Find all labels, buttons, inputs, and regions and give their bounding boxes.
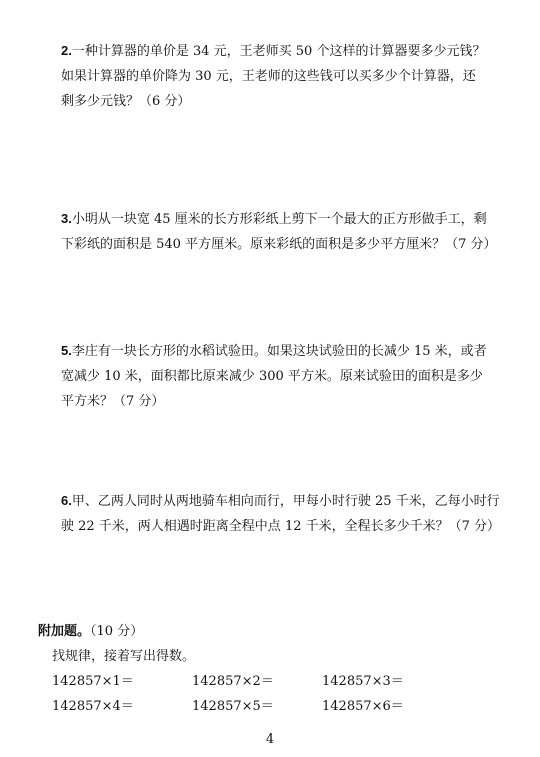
equation: 142857×4＝ bbox=[52, 699, 134, 714]
equation: 142857×1＝ bbox=[52, 674, 134, 689]
problem-text: 宽减少 10 米，面积都比原来减少 300 平方米。原来试验田的面积是多少 bbox=[61, 369, 483, 384]
equation: 142857×5＝ bbox=[192, 699, 274, 714]
problem-3 bbox=[61, 206, 497, 257]
problem-text: 如果计算器的单价降为 30 元，王老师的这些钱可以买多少个计算器，还 bbox=[61, 69, 476, 84]
problem-number: 3. bbox=[61, 211, 72, 226]
problem-line bbox=[61, 488, 500, 514]
equation: 142857×3＝ bbox=[322, 674, 404, 689]
problem-text: 平方米？（7 分） bbox=[61, 394, 165, 409]
bonus-title-label: 附加题。 bbox=[38, 624, 91, 639]
problem-number: 5. bbox=[61, 343, 72, 358]
problem-5 bbox=[61, 338, 497, 414]
equation-row bbox=[38, 669, 508, 694]
problem-text: 驶 22 千米，两人相遇时距离全程中点 12 千米，全程长多少千米？（7 分） bbox=[61, 519, 501, 534]
problem-line bbox=[61, 206, 497, 232]
problem-line bbox=[61, 38, 497, 64]
bonus-instruction: 找规律，接着写出得数。 bbox=[52, 649, 196, 664]
problem-number: 2. bbox=[61, 43, 72, 58]
problem-text: 一种计算器的单价是 34 元，王老师买 50 个这样的计算器要多少元钱？ bbox=[71, 44, 486, 59]
problem-6 bbox=[61, 488, 501, 539]
problem-text: 小明从一块宽 45 厘米的长方形彩纸上剪下一个最大的正方形做手工，剩 bbox=[71, 212, 487, 227]
problem-text: 下彩纸的面积是 540 平方厘米。原来彩纸的面积是多少平方厘米？（7 分） bbox=[61, 237, 497, 252]
equation-row bbox=[38, 694, 508, 719]
bonus-title bbox=[38, 620, 508, 644]
bonus-section bbox=[38, 620, 508, 719]
problem-text: 李庄有一块长方形的水稻试验田。如果这块试验田的长减少 15 米，或者 bbox=[71, 344, 487, 359]
equation: 142857×6＝ bbox=[322, 699, 404, 714]
bonus-points: （10 分） bbox=[90, 624, 144, 639]
problem-2 bbox=[61, 38, 497, 114]
problem-number: 6. bbox=[61, 493, 72, 508]
problem-text: 甲、乙两人同时从两地骑车相向而行，甲每小时行驶 25 千米，乙每小时行 bbox=[71, 494, 500, 509]
problem-text: 剩多少元钱？（6 分） bbox=[61, 94, 191, 109]
page-number: 4 bbox=[265, 732, 275, 747]
equation: 142857×2＝ bbox=[192, 674, 274, 689]
problem-line bbox=[61, 338, 497, 364]
